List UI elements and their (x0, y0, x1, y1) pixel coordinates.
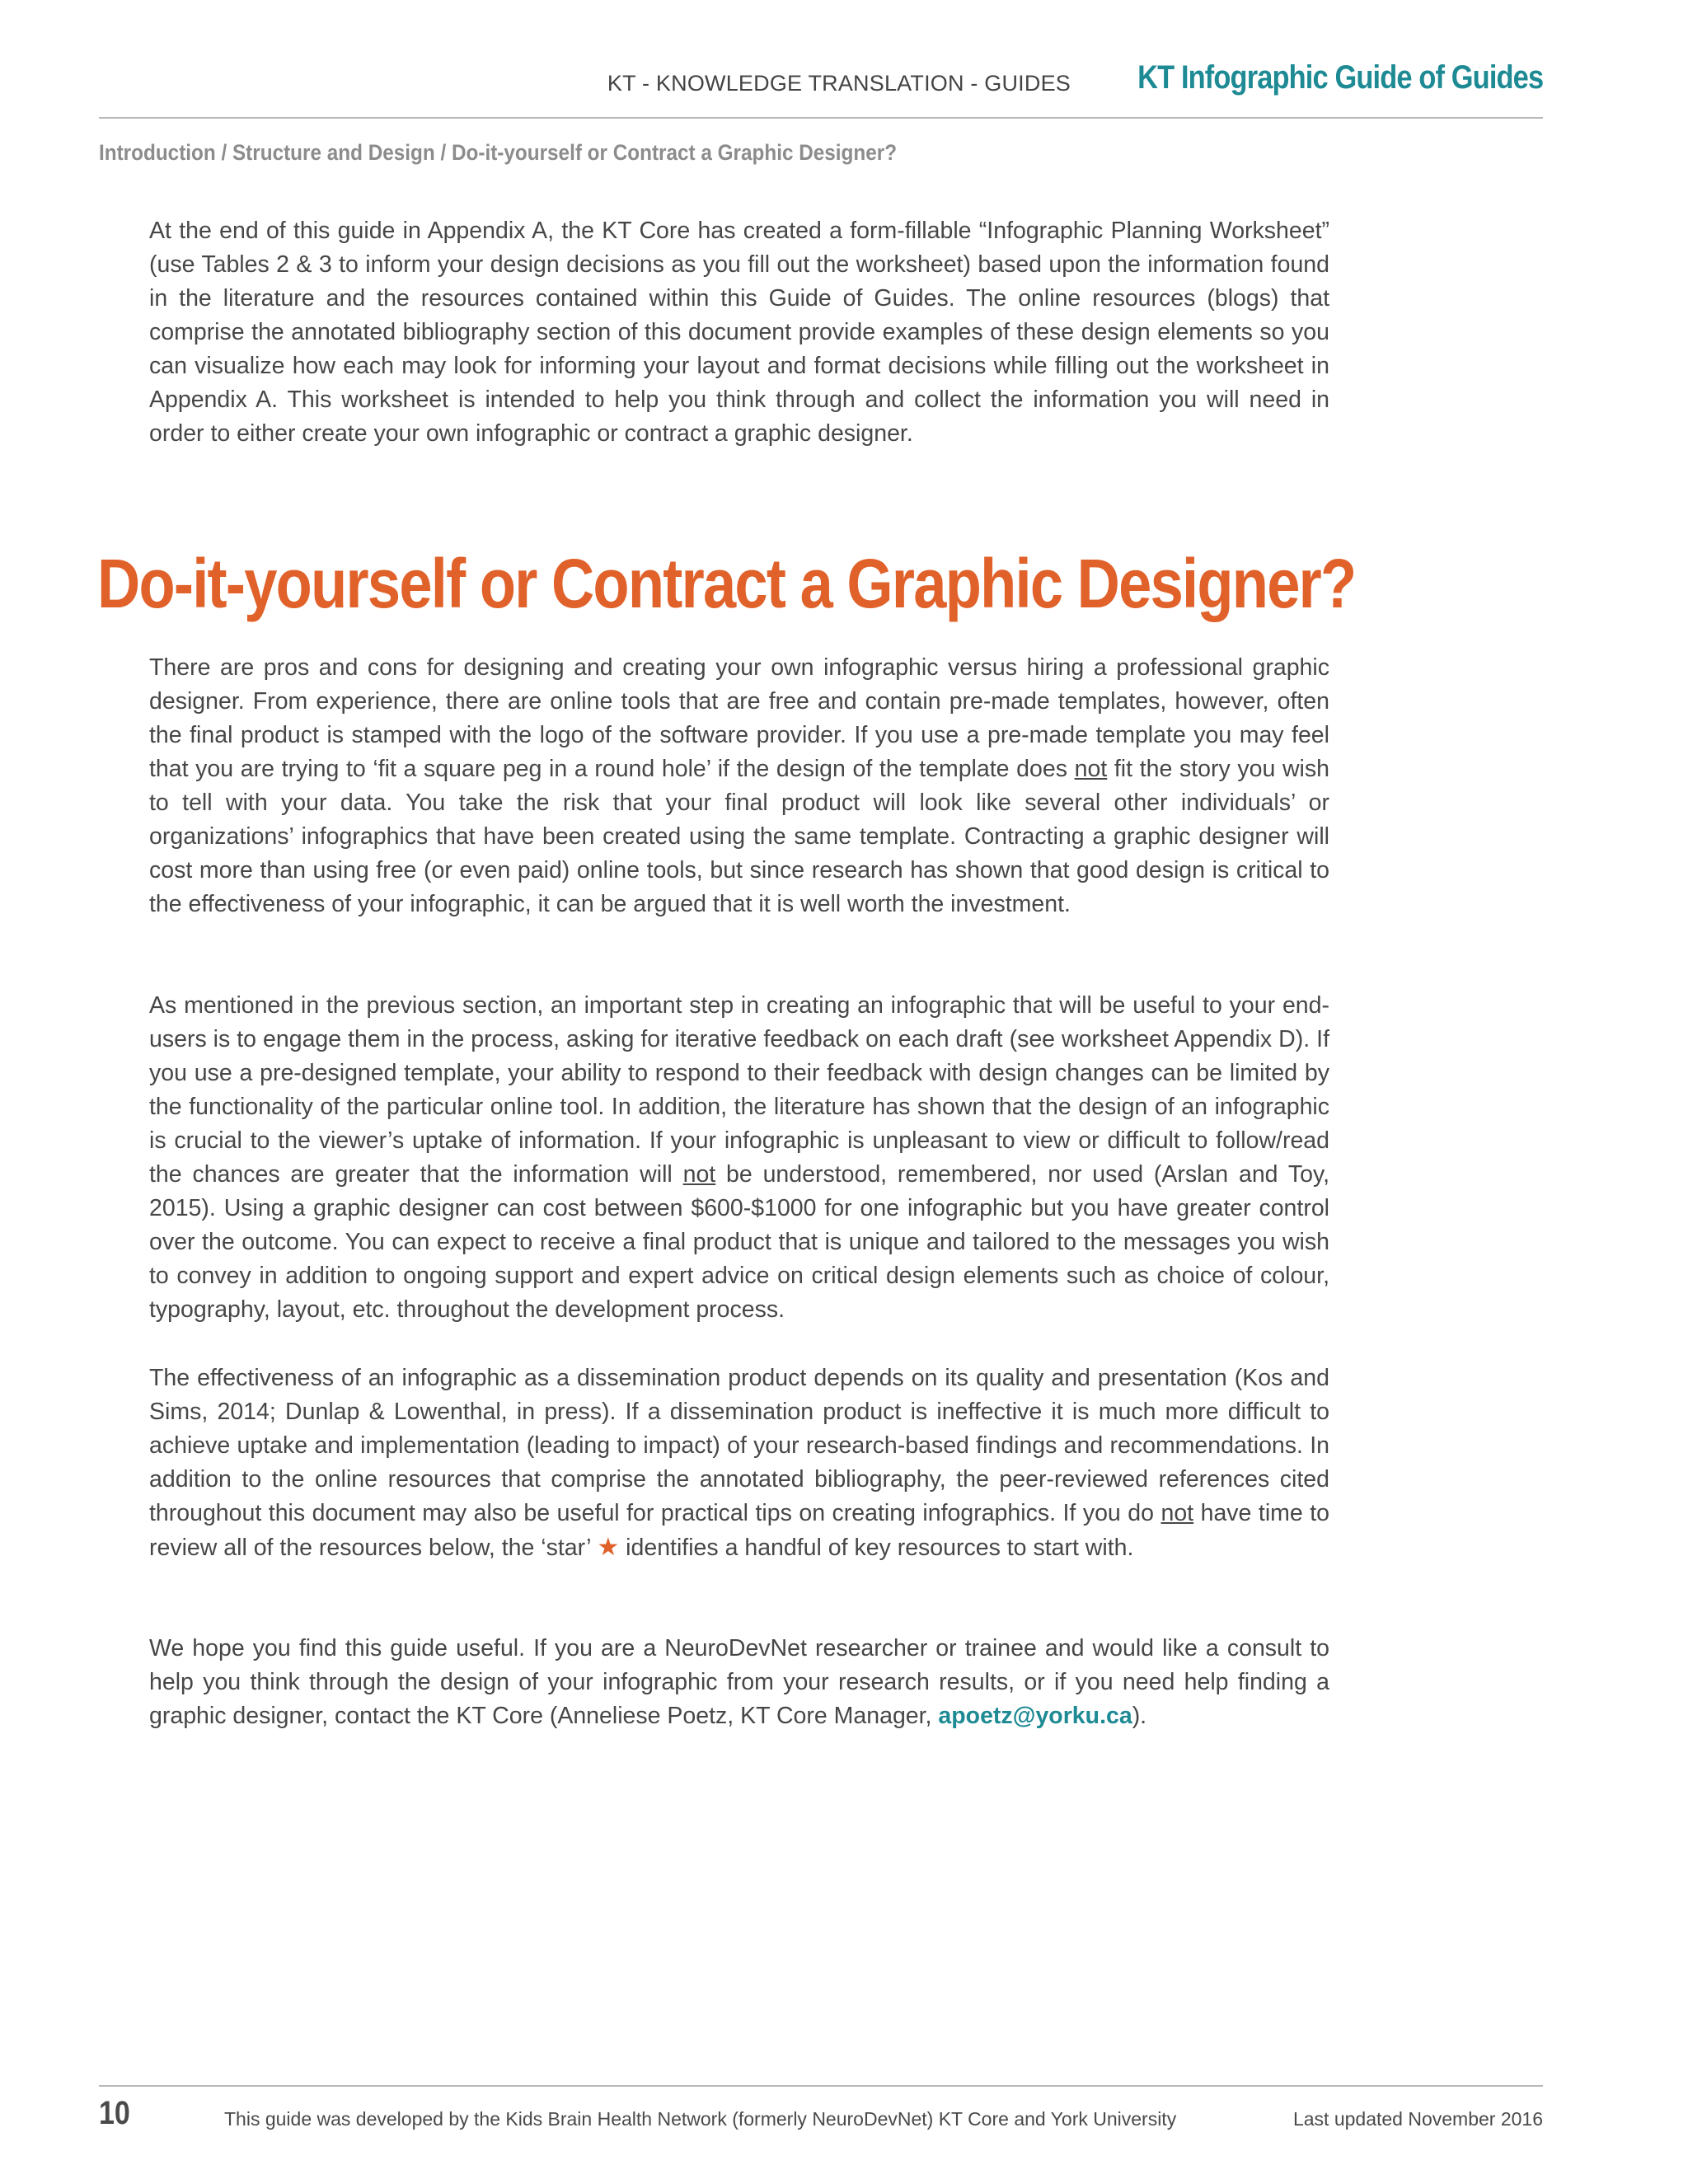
paragraph-text: identifies a handful of key resources to start with. (619, 1535, 1134, 1561)
footer-credit: This guide was developed by the Kids Brain Health Network (formerly NeuroDevNet) KT Core and York University (224, 2108, 1177, 2130)
breadcrumb: Introduction / Structure and Design / Do-it-yourself or Contract a Graphic Designer? (99, 140, 898, 165)
page-footer (99, 2085, 1543, 2144)
paragraph-text: ). (1132, 1703, 1147, 1729)
paragraph-text: As mentioned in the previous section, an important step in creating an infographic that will be useful to your end-users is to engage them in the process, asking for iterative feedback on each draft (see worksheet Appendix D). If you use a pre-designed template, your ability to respond to their feedback with design changes can be limited by the functionality of the particular online tool. In addition, the literature has shown that the design of an infographic is crucial to the viewer’s uptake of information. If your infographic is unpleasant to view or difficult to follow/read the chances are greater that the information will (149, 992, 1329, 1188)
underlined-not: not (682, 1161, 716, 1188)
page-header (99, 59, 1543, 119)
section-title: Do-it-yourself or Contract a Graphic Designer? (97, 545, 1356, 622)
header-title: KT Infographic Guide of Guides (1137, 59, 1543, 96)
paragraph-text: The effectiveness of an infographic as a dissemination product depends on its quality and presentation (Kos and Sims, 2014; Dunlap & Lowenthal, in press). If a dissemination product is ineffective it is much more difficult to achieve uptake and implementation (leading to impact) of your research-based findings and recommendations. In addition to the online resources that comprise the annotated bibliography, the peer-reviewed references cited throughout this document may also be useful for practical tips on creating infographics. If you do (149, 1365, 1329, 1526)
paragraph-engagement (149, 989, 1329, 1327)
paragraph-text: We hope you find this guide useful. If you are a NeuroDevNet researcher or trainee and would like a consult to help you think through the design of your infographic from your research results, or if you need help finding a graphic designer, contact the KT Core (Anneliese Poetz, KT Core Manager, (149, 1635, 1329, 1729)
header-subtitle: KT - KNOWLEDGE TRANSLATION - GUIDES (607, 71, 1071, 96)
email-link[interactable]: apoetz@yorku.ca (938, 1703, 1132, 1729)
footer-date: Last updated November 2016 (1292, 2108, 1543, 2130)
page-number: 10 (99, 2095, 130, 2131)
paragraph-text: be understood, remembered, nor used (Arslan and Toy, 2015). Using a graphic designer can cost between $600-$1000 for one infographic but you have greater control over the outcome. You can expect to receive a final product that is unique and tailored to the messages you wish to convey in addition to ongoing support and expert advice on critical design elements such as choice of colour, typography, layout, etc. throughout the development process. (149, 1161, 1329, 1323)
star-icon: ★ (597, 1534, 620, 1561)
underlined-not: not (1074, 756, 1108, 782)
paragraph-effectiveness (149, 1361, 1329, 1565)
intro-paragraph: At the end of this guide in Appendix A, the KT Core has created a form-fillable “Infographic Planning Worksheet” (use Tables 2 & 3 to inform your design decisions as you fill out the worksheet) based upon the information found in the literature and the resources contained within this Guide of Guides. The online resources (blogs) that comprise the annotated bibliography section of this document provide examples of these design elements so you can visualize how each may look for informing your layout and format decisions while filling out the worksheet in Appendix A. This worksheet is intended to help you think through and collect the information you will need in order to either create your own infographic or contract a graphic designer. (149, 218, 1329, 447)
paragraph-contact (149, 1632, 1329, 1733)
paragraph-text: fit the story you wish to tell with your data. You take the risk that your final product will look like several other individuals’ or organizations’ infographics that have been created using the same template. Contracting a graphic designer will cost more than using free (or even paid) online tools, but since research has shown that good design is critical to the effectiveness of your infographic, it can be argued that it is well worth the investment. (149, 756, 1329, 917)
paragraph-pros-cons (149, 651, 1329, 921)
underlined-not: not (1160, 1500, 1194, 1526)
paragraph-text: There are pros and cons for designing and creating your own infographic versus hiring a professional graphic designer. From experience, there are online tools that are free and contain pre-made templates, however, often the final product is stamped with the logo of the software provider. If you use a pre-made template you may feel that you are trying to ‘fit a square peg in a round hole’ if the design of the template does (149, 654, 1329, 782)
paragraph-text: have time to review all of the resources below, the ‘star’ (149, 1500, 1330, 1561)
